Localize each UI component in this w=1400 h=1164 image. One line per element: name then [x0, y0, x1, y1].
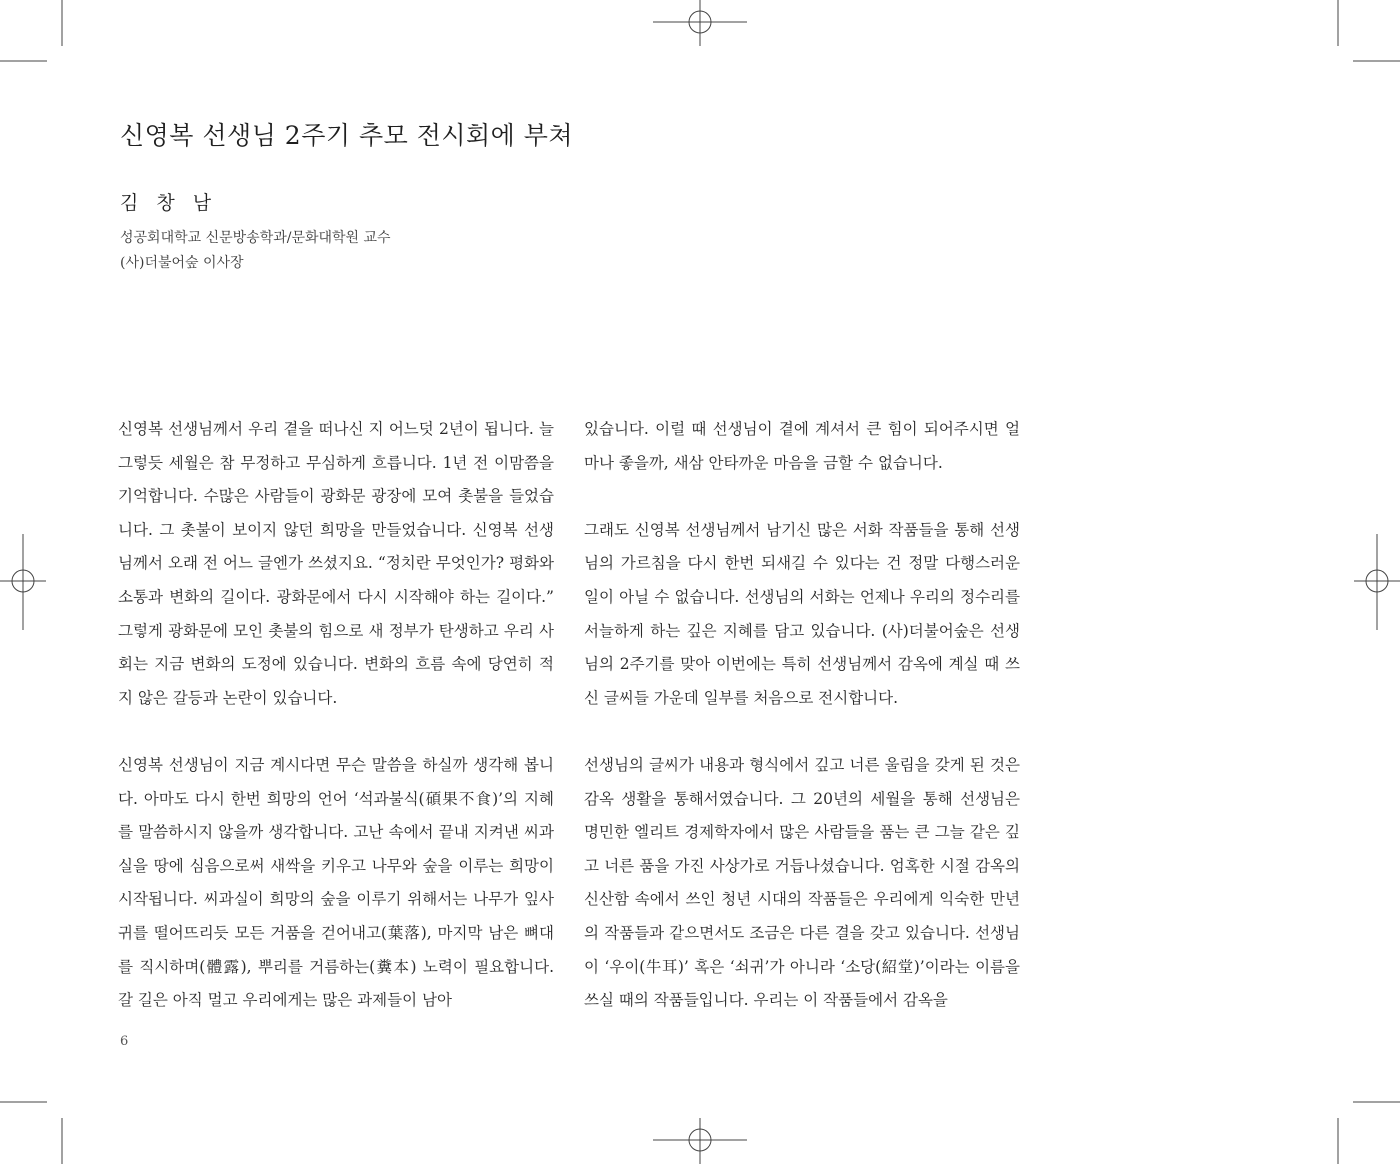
- page-number: 6: [120, 1034, 129, 1049]
- body-paragraph: 선생님의 글씨가 내용과 형식에서 깊고 너른 울림을 갖게 된 것은 감옥 생활을 통해서였습니다. 그 20년의 세월을 통해 선생님은 명민한 엘리트 경제학자에서 많은 사람들을 품는 큰 그늘 같은 깊고 너른 품을 가진 사상가로 거듭나셨습니다. 엄혹한 시절 감옥의 신산함 속에서 쓰인 청년 시대의 작품들은 우리에게 익숙한 만년의 작품들과 같으면서도 조금은 다른 결을 갖고 있습니다. 선생님이 ‘우이(牛耳)’ 혹은 ‘쇠귀’가 아니라 ‘소당(紹堂)’이라는 이름을 쓰실 때의 작품들입니다. 우리는 이 작품들에서 감옥을: [584, 755, 1020, 1010]
- body-paragraph: 그래도 신영복 선생님께서 남기신 많은 서화 작품들을 통해 선생님의 가르침을 다시 한번 되새길 수 있다는 건 정말 다행스러운 일이 아닐 수 없습니다. 선생님의 서화는 언제나 우리의 정수리를 서늘하게 하는 깊은 지혜를 담고 있습니다. (사)더불어숲은 선생님의 2주기를 맞아 이번에는 특히 선생님께서 감옥에 계실 때 쓰신 글씨들 가운데 일부를 처음으로 전시합니다.: [584, 520, 1020, 707]
- body-paragraph: 신영복 선생님께서 우리 곁을 떠나신 지 어느덧 2년이 됩니다. 늘 그렇듯 세월은 참 무정하고 무심하게 흐릅니다. 1년 전 이맘쯤을 기억합니다. 수많은 사람들이 광화문 광장에 모여 촛불을 들었습니다. 그 촛불이 보이지 않던 희망을 만들었습니다. 신영복 선생님께서 오래 전 어느 글엔가 쓰셨지요. “정치란 무엇인가? 평화와 소통과 변화의 길이다. 광화문에서 다시 시작해야 하는 길이다.” 그렇게 광화문에 모인 촛불의 힘으로 새 정부가 탄생하고 우리 사회는 지금 변화의 도정에 있습니다. 변화의 흐름 속에 당연히 적지 않은 갈등과 논란이 있습니다.: [118, 420, 554, 707]
- body-paragraph: 있습니다. 이럴 때 선생님이 곁에 계셔서 큰 힘이 되어주시면 얼마나 좋을까, 새삼 안타까운 마음을 금할 수 없습니다.: [584, 420, 1020, 472]
- affiliation-line: (사)더불어숲 이사장: [120, 255, 244, 271]
- article-title: 신영복 선생님 2주기 추모 전시회에 부쳐: [120, 121, 574, 150]
- author-affiliation: [120, 226, 391, 276]
- registration-mark-right: [1354, 534, 1400, 630]
- author-name: 김 창 남: [120, 192, 218, 214]
- registration-mark-bottom: [653, 1118, 747, 1164]
- registration-mark-left: [0, 534, 46, 630]
- body-paragraph: 신영복 선생님이 지금 계시다면 무슨 말씀을 하실까 생각해 봅니다. 아마도 다시 한번 희망의 언어 ‘석과불식(碩果不食)’의 지혜를 말씀하시지 않을까 생각합니다. 고난 속에서 끝내 지켜낸 씨과실을 땅에 심음으로써 새싹을 키우고 나무와 숲을 이루는 희망이 시작됩니다. 씨과실이 희망의 숲을 이루기 위해서는 나무가 잎사귀를 떨어뜨리듯 모든 거품을 걷어내고(葉落), 마지막 남은 뼈대를 직시하며(體露), 뿌리를 거름하는(糞本) 노력이 필요합니다. 갈 길은 아직 멀고 우리에게는 많은 과제들이 남아: [118, 755, 554, 1010]
- body-column-right: [584, 413, 1020, 1018]
- registration-mark-top: [653, 0, 747, 46]
- body-column-left: [118, 413, 554, 1018]
- affiliation-line: 성공회대학교 신문방송학과/문화대학원 교수: [120, 230, 391, 246]
